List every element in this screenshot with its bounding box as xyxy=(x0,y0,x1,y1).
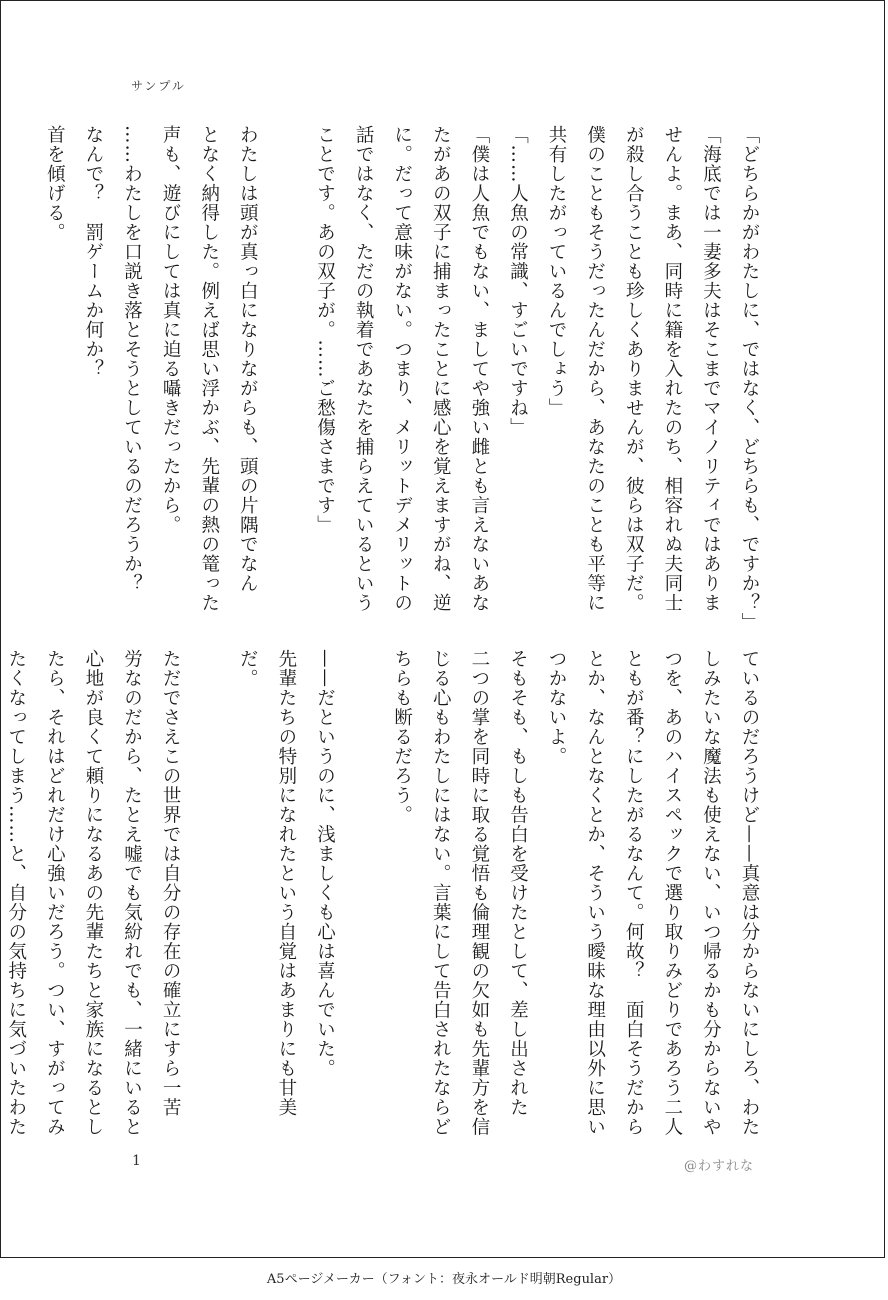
text-block-top xyxy=(44,125,768,632)
text-line: に。だって意味がない。つまり、メリットデメリットの xyxy=(391,125,413,613)
author-credit: @わすれな xyxy=(683,1159,754,1174)
text-line: 僕のこともそうだったんだから、あなたのことも平等に xyxy=(584,125,606,613)
text-line: ただでさえこの世界では自分の存在の確立にすら一苦 xyxy=(160,649,182,1117)
text-line: ちらも断るだろう。 xyxy=(391,649,413,825)
text-line: 「……人魚の常識、すごいですね」 xyxy=(507,125,529,437)
text-line: たら、それはどれだけ心強いだろう。つい、すがってみ xyxy=(44,649,66,1137)
text-line: じる心もわたしにはない。言葉にして告白されたならど xyxy=(430,649,452,1137)
text-line xyxy=(266,125,305,600)
text-line: たがあの双子に捕まったことに感心を覚えますがね、逆 xyxy=(430,125,452,613)
text-line: 「僕は人魚でもない、ましてや強い雌とも言えないあな xyxy=(468,125,490,613)
text-line: たくなってしまう……と、自分の気持ちに気づいたわた xyxy=(5,649,27,1137)
text-line: だ。 xyxy=(237,649,259,688)
text-line: 「海底では一妻多夫はそこまでマイノリティではありま xyxy=(700,125,722,613)
text-line: ともが番？にしたがるなんて。何故？ 面白そうだから xyxy=(623,649,645,1137)
text-line: ……わたしを口説き落とそうとしているのだろうか？ xyxy=(121,125,143,593)
text-line: 共有したがっているんでしょう」 xyxy=(546,125,568,418)
footer-caption: A5ページメーカー（フォント：夜永オールド明朝Regular） xyxy=(266,1272,622,1287)
text-block-bottom xyxy=(5,649,768,1137)
text-line: 「どちらかがわたしに、ではなく、どちらも、ですか？」 xyxy=(739,125,760,632)
text-line: 話ではなく、ただの執着であなたを捕らえているという xyxy=(353,125,375,613)
text-line: わたしは頭が真っ白になりながらも、頭の片隅でなん xyxy=(237,125,259,593)
text-line: せんよ。まあ、同時に籍を入れたのち、相容れぬ夫同士 xyxy=(661,125,683,613)
text-line: 二つの掌を同時に取る覚悟も倫理観の欠如も先輩方を信 xyxy=(468,649,490,1137)
page-number: 1 xyxy=(132,1153,141,1169)
header-label: サンプル xyxy=(131,79,186,93)
text-line: なんで？ 罰ゲームか何か？ xyxy=(82,125,104,379)
text-line: となく納得した。例えば思い浮かぶ、先輩の熱の篭った xyxy=(198,125,220,613)
text-line: 心地が良くて頼りになるあの先輩たちと家族になるとし xyxy=(82,649,104,1137)
text-line: とか、なんとなくとか、そういう曖昧な理由以外に思い xyxy=(584,649,606,1137)
text-line: 声も、遊びにしては真に迫る囁きだったから。 xyxy=(160,125,182,535)
text-line: 先輩たちの特別になれたという自覚はあまりにも甘美 xyxy=(275,649,297,1117)
text-line xyxy=(343,649,382,1134)
text-line: ——だというのに、浅ましくも心は喜んでいた。 xyxy=(314,649,336,1078)
text-line: そもそも、もしも告白を受けたとして、差し出された xyxy=(507,649,529,1117)
text-line: つかないよ。 xyxy=(546,649,568,766)
text-line: しみたいな魔法も使えない、いつ帰るかも分からないや xyxy=(700,649,722,1137)
text-line: が殺し合うことも珍しくありませんが、彼らは双子だ。 xyxy=(623,125,645,613)
text-line: ことです。あの双子が。……ご愁傷さまです」 xyxy=(314,125,336,535)
text-line xyxy=(189,649,228,1134)
text-line xyxy=(0,125,35,600)
text-line: 首を傾げる。 xyxy=(44,125,66,242)
text-line: ているのだろうけど——真意は分からないにしろ、わた xyxy=(739,649,760,1137)
text-line: つを、あのハイスペックで選り取りみどりであろう二人 xyxy=(661,649,683,1137)
text-line: 労なのだから、たとえ嘘でも気紛れでも、一緒にいると xyxy=(121,649,143,1137)
